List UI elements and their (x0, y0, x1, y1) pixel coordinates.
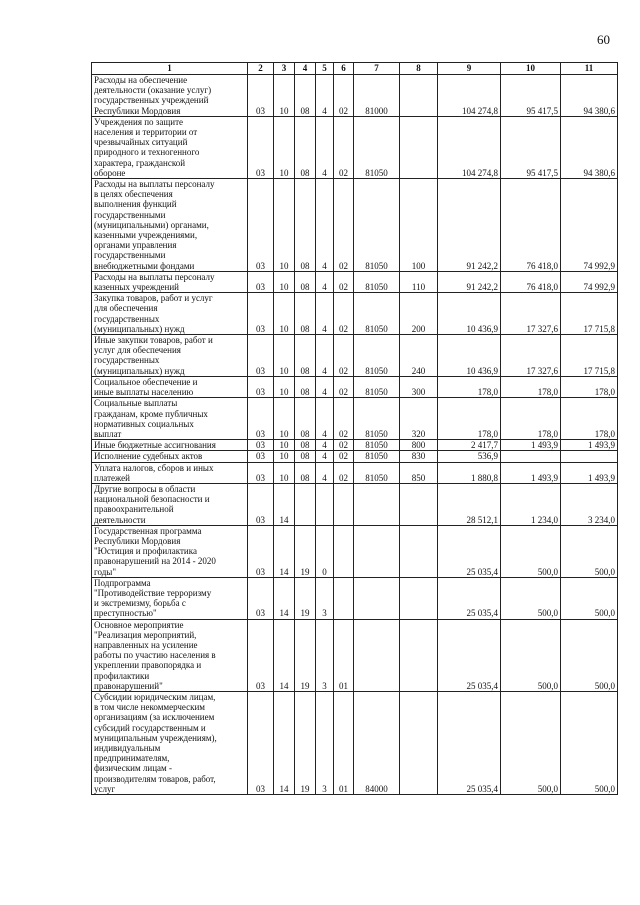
cell-col9: 10 436,9 (438, 335, 501, 377)
row-name: Основное мероприятие "Реализация мероприятий, направленных на усиление работы по участию населения в укреплении правопорядка и профилактики правонарушений" (92, 619, 248, 691)
cell-col8: 110 (400, 271, 438, 292)
row-name: Субсидии юридическим лицам, в том числе некоммерческим организациям (за исключением субсидий государственным и муниципальным учреждениям), индивидуальным предпринимателям, физическим лицам - производителям товаров, работ, услуг (92, 691, 248, 794)
cell-col5: 4 (316, 398, 334, 440)
row-name: Уплата налогов, сборов и иных платежей (92, 462, 248, 483)
cell-col5: 3 (316, 577, 334, 619)
cell-col7: 81050 (354, 116, 400, 178)
cell-col6 (334, 577, 354, 619)
row-name: Закупка товаров, работ и услуг для обеспечения государственных (муниципальных) нужд (92, 293, 248, 335)
cell-col10: 500,0 (501, 577, 561, 619)
cell-col3: 10 (274, 398, 295, 440)
cell-col9: 536,9 (438, 451, 501, 462)
cell-col11: 500,0 (561, 525, 618, 577)
cell-col10: 17 327,6 (501, 335, 561, 377)
cell-col3: 10 (274, 451, 295, 462)
cell-col11: 74 992,9 (561, 179, 618, 272)
cell-col9: 25 035,4 (438, 577, 501, 619)
table-row (92, 525, 618, 577)
table-row (92, 451, 618, 462)
cell-col3: 14 (274, 525, 295, 577)
cell-col3: 10 (274, 75, 295, 117)
cell-col10: 500,0 (501, 525, 561, 577)
cell-col10: 17 327,6 (501, 293, 561, 335)
cell-col4: 08 (295, 271, 316, 292)
table-row (92, 116, 618, 178)
column-header: 11 (561, 63, 618, 75)
cell-col5: 3 (316, 619, 334, 691)
row-name: Учреждения по защите населения и территории от чрезвычайных ситуаций природного и техногенного характера, гражданской обороне (92, 116, 248, 178)
cell-col3: 10 (274, 293, 295, 335)
cell-col5: 4 (316, 462, 334, 483)
cell-col11: 500,0 (561, 577, 618, 619)
cell-col9: 104 274,8 (438, 75, 501, 117)
cell-col3: 10 (274, 179, 295, 272)
cell-col6: 02 (334, 440, 354, 451)
cell-col8 (400, 116, 438, 178)
cell-col5: 4 (316, 451, 334, 462)
cell-col7: 81050 (354, 179, 400, 272)
cell-col4 (295, 483, 316, 525)
cell-col2: 03 (248, 179, 274, 272)
table-row (92, 335, 618, 377)
cell-col2: 03 (248, 116, 274, 178)
cell-col8: 200 (400, 293, 438, 335)
cell-col6: 02 (334, 293, 354, 335)
cell-col3: 14 (274, 483, 295, 525)
cell-col8: 240 (400, 335, 438, 377)
cell-col4: 08 (295, 293, 316, 335)
cell-col4: 08 (295, 451, 316, 462)
cell-col7 (354, 483, 400, 525)
column-header: 10 (501, 63, 561, 75)
cell-col7 (354, 525, 400, 577)
cell-col6: 02 (334, 75, 354, 117)
cell-col9: 178,0 (438, 376, 501, 397)
cell-col4: 08 (295, 398, 316, 440)
cell-col2: 03 (248, 619, 274, 691)
cell-col9: 25 035,4 (438, 619, 501, 691)
cell-col9: 1 880,8 (438, 462, 501, 483)
cell-col3: 14 (274, 577, 295, 619)
cell-col11: 94 380,6 (561, 116, 618, 178)
cell-col4: 08 (295, 75, 316, 117)
cell-col4: 08 (295, 440, 316, 451)
cell-col2: 03 (248, 398, 274, 440)
cell-col10: 95 417,5 (501, 116, 561, 178)
cell-col3: 10 (274, 271, 295, 292)
cell-col4: 19 (295, 691, 316, 794)
cell-col6: 02 (334, 271, 354, 292)
cell-col5: 4 (316, 271, 334, 292)
cell-col7: 81050 (354, 271, 400, 292)
cell-col5: 4 (316, 335, 334, 377)
cell-col2: 03 (248, 440, 274, 451)
cell-col2: 03 (248, 577, 274, 619)
table-row (92, 376, 618, 397)
cell-col8: 300 (400, 376, 438, 397)
cell-col7: 81050 (354, 451, 400, 462)
cell-col11 (561, 451, 618, 462)
cell-col8 (400, 525, 438, 577)
cell-col2: 03 (248, 525, 274, 577)
cell-col8 (400, 483, 438, 525)
cell-col6: 02 (334, 179, 354, 272)
table-row (92, 691, 618, 794)
table-row (92, 577, 618, 619)
cell-col2: 03 (248, 483, 274, 525)
cell-col6: 02 (334, 376, 354, 397)
row-name: Подпрограмма "Противодействие терроризму и экстремизму, борьба с преступностью" (92, 577, 248, 619)
budget-table (91, 62, 618, 795)
cell-col9: 25 035,4 (438, 691, 501, 794)
cell-col7: 84000 (354, 691, 400, 794)
table-row (92, 483, 618, 525)
cell-col5: 4 (316, 293, 334, 335)
cell-col7: 81000 (354, 75, 400, 117)
column-header: 3 (274, 63, 295, 75)
cell-col11: 3 234,0 (561, 483, 618, 525)
table-row (92, 179, 618, 272)
cell-col8: 830 (400, 451, 438, 462)
cell-col2: 03 (248, 335, 274, 377)
column-header: 9 (438, 63, 501, 75)
table-row (92, 293, 618, 335)
row-name: Социальные выплаты гражданам, кроме публичных нормативных социальных выплат (92, 398, 248, 440)
cell-col6: 01 (334, 691, 354, 794)
cell-col7: 81050 (354, 398, 400, 440)
cell-col11: 1 493,9 (561, 462, 618, 483)
table-row (92, 398, 618, 440)
cell-col3: 14 (274, 619, 295, 691)
cell-col4: 08 (295, 376, 316, 397)
cell-col10: 178,0 (501, 376, 561, 397)
cell-col6: 02 (334, 462, 354, 483)
cell-col11: 17 715,8 (561, 293, 618, 335)
cell-col8: 800 (400, 440, 438, 451)
cell-col2: 03 (248, 462, 274, 483)
cell-col7: 81050 (354, 462, 400, 483)
cell-col9: 28 512,1 (438, 483, 501, 525)
cell-col6: 02 (334, 398, 354, 440)
cell-col2: 03 (248, 271, 274, 292)
cell-col11: 94 380,6 (561, 75, 618, 117)
cell-col6 (334, 525, 354, 577)
cell-col2: 03 (248, 75, 274, 117)
cell-col11: 17 715,8 (561, 335, 618, 377)
cell-col8 (400, 577, 438, 619)
cell-col8 (400, 75, 438, 117)
cell-col4: 08 (295, 116, 316, 178)
cell-col9: 2 417,7 (438, 440, 501, 451)
cell-col3: 10 (274, 335, 295, 377)
cell-col5: 4 (316, 179, 334, 272)
cell-col10: 1 493,9 (501, 440, 561, 451)
row-name: Государственная программа Республики Мордовия "Юстиция и профилактика правонарушений на 2014 - 2020 годы" (92, 525, 248, 577)
cell-col5: 4 (316, 440, 334, 451)
cell-col10: 500,0 (501, 619, 561, 691)
cell-col9: 10 436,9 (438, 293, 501, 335)
cell-col2: 03 (248, 376, 274, 397)
cell-col4: 19 (295, 577, 316, 619)
cell-col3: 10 (274, 462, 295, 483)
table-row (92, 619, 618, 691)
cell-col8 (400, 619, 438, 691)
cell-col11: 74 992,9 (561, 271, 618, 292)
cell-col6: 02 (334, 335, 354, 377)
cell-col10: 95 417,5 (501, 75, 561, 117)
cell-col10: 500,0 (501, 691, 561, 794)
cell-col8 (400, 691, 438, 794)
cell-col10: 178,0 (501, 398, 561, 440)
cell-col11: 1 493,9 (561, 440, 618, 451)
cell-col11: 500,0 (561, 619, 618, 691)
cell-col5 (316, 483, 334, 525)
cell-col11: 178,0 (561, 398, 618, 440)
cell-col6 (334, 483, 354, 525)
cell-col10 (501, 451, 561, 462)
cell-col6: 01 (334, 619, 354, 691)
cell-col10: 76 418,0 (501, 179, 561, 272)
cell-col10: 1 234,0 (501, 483, 561, 525)
row-name: Социальное обеспечение и иные выплаты населению (92, 376, 248, 397)
row-name: Иные закупки товаров, работ и услуг для обеспечения государственных (муниципальных) нужд (92, 335, 248, 377)
cell-col7 (354, 619, 400, 691)
cell-col8: 100 (400, 179, 438, 272)
cell-col6: 02 (334, 451, 354, 462)
row-name: Расходы на выплаты персоналу казенных учреждений (92, 271, 248, 292)
cell-col7: 81050 (354, 335, 400, 377)
cell-col5: 0 (316, 525, 334, 577)
cell-col10: 76 418,0 (501, 271, 561, 292)
column-header: 8 (400, 63, 438, 75)
cell-col2: 03 (248, 293, 274, 335)
cell-col5: 4 (316, 376, 334, 397)
cell-col7: 81050 (354, 440, 400, 451)
cell-col2: 03 (248, 451, 274, 462)
cell-col7: 81050 (354, 376, 400, 397)
row-name: Исполнение судебных актов (92, 451, 248, 462)
cell-col3: 14 (274, 691, 295, 794)
column-header: 2 (248, 63, 274, 75)
cell-col9: 91 242,2 (438, 179, 501, 272)
row-name: Иные бюджетные ассигнования (92, 440, 248, 451)
cell-col2: 03 (248, 691, 274, 794)
cell-col10: 1 493,9 (501, 462, 561, 483)
row-name: Расходы на обеспечение деятельности (оказание услуг) государственных учреждений Республики Мордовия (92, 75, 248, 117)
header-row (92, 63, 618, 75)
cell-col4: 08 (295, 179, 316, 272)
page-number: 60 (597, 32, 610, 47)
cell-col4: 19 (295, 525, 316, 577)
cell-col4: 08 (295, 335, 316, 377)
table-row (92, 75, 618, 117)
cell-col8: 850 (400, 462, 438, 483)
cell-col7: 81050 (354, 293, 400, 335)
cell-col11: 178,0 (561, 376, 618, 397)
cell-col11: 500,0 (561, 691, 618, 794)
cell-col9: 104 274,8 (438, 116, 501, 178)
table-row (92, 271, 618, 292)
cell-col4: 08 (295, 462, 316, 483)
table-row (92, 462, 618, 483)
cell-col9: 178,0 (438, 398, 501, 440)
column-header: 1 (92, 63, 248, 75)
table-row (92, 440, 618, 451)
cell-col8: 320 (400, 398, 438, 440)
cell-col3: 10 (274, 116, 295, 178)
cell-col5: 4 (316, 116, 334, 178)
column-header: 7 (354, 63, 400, 75)
cell-col4: 19 (295, 619, 316, 691)
cell-col5: 4 (316, 75, 334, 117)
cell-col5: 3 (316, 691, 334, 794)
column-header: 4 (295, 63, 316, 75)
cell-col9: 25 035,4 (438, 525, 501, 577)
cell-col3: 10 (274, 376, 295, 397)
cell-col7 (354, 577, 400, 619)
cell-col9: 91 242,2 (438, 271, 501, 292)
cell-col3: 10 (274, 440, 295, 451)
column-header: 5 (316, 63, 334, 75)
row-name: Другие вопросы в области национальной безопасности и правоохранительной деятельности (92, 483, 248, 525)
row-name: Расходы на выплаты персоналу в целях обеспечения выполнения функций государственными (муниципальными) органами, казенными учреждениями, органами управления государственными внебюджетными фондами (92, 179, 248, 272)
column-header: 6 (334, 63, 354, 75)
cell-col6: 02 (334, 116, 354, 178)
